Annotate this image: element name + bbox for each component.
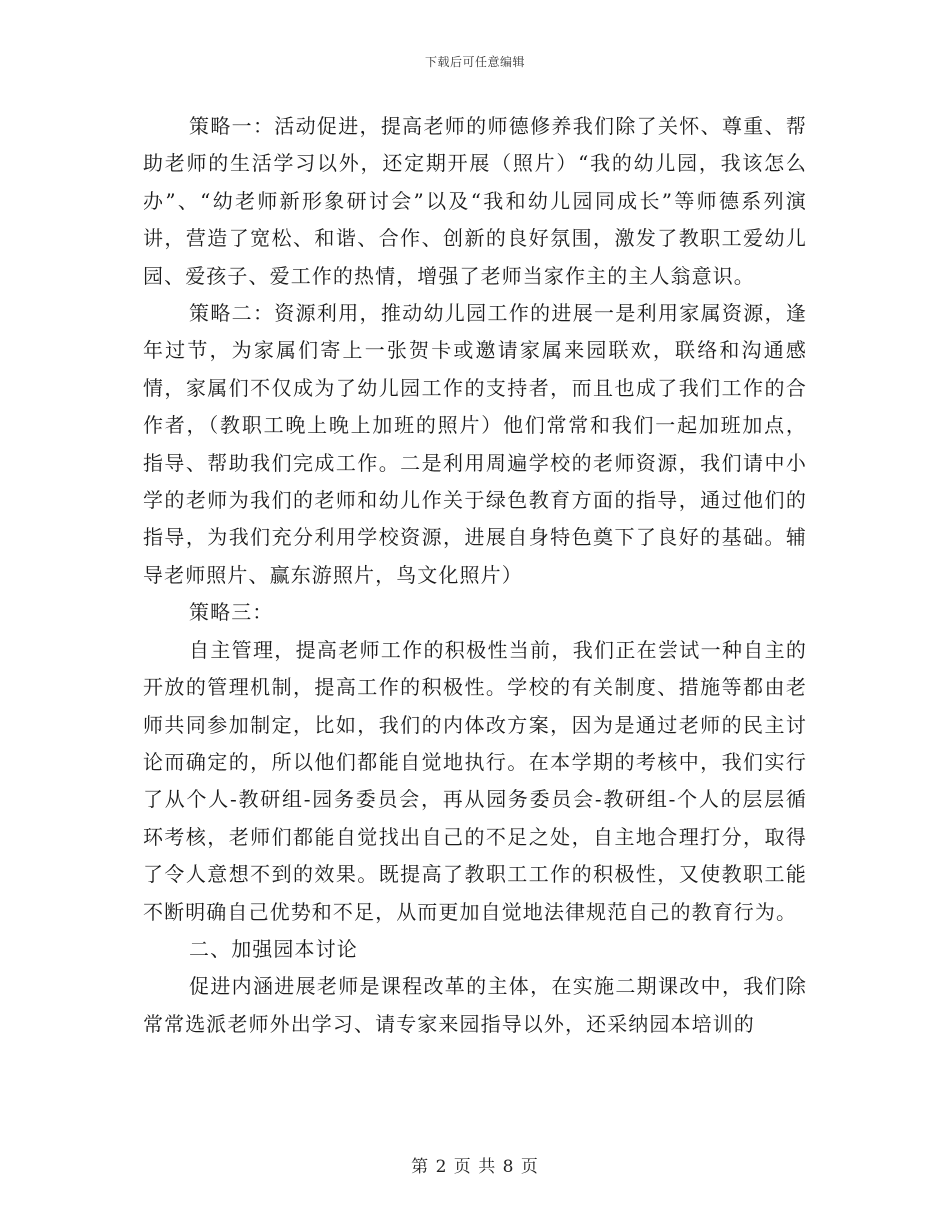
page-number-footer: 第 2 页 共 8 页: [411, 1157, 539, 1177]
paragraph-self-management: 自主管理，提高老师工作的积极性当前，我们正在尝试一种自主的开放的管理机制，提高工作的积极性。学校的有关制度、措施等都由老师共同参加制定，比如，我们的内体改方案，因为是通过老师的民主讨论而确定的，所以他们都能自觉地执行。在本学期的考核中，我们实行了从个人-教研组-园务委员会，再从园务委员会-教研组-个人的层层循环考核，老师们都能自觉找出自己的不足之处，自主地合理打分，取得了令人意想不到的效果。既提高了教职工工作的积极性，又使教职工能不断明确自己优势和不足，从而更加自觉地法律规范自己的教育行为。: [143, 637, 807, 924]
paragraph-strategy-three-heading: 策略三：: [189, 600, 274, 625]
page-header-note: 下载后可任意编辑: [424, 55, 525, 69]
document-body: [143, 108, 807, 1043]
paragraph-strategy-two: 策略二：资源利用，推动幼儿园工作的进展一是利用家属资源，逢年过节，为家属们寄上一张贺卡或邀请家属来园联欢，联络和沟通感情，家属们不仅成为了幼儿园工作的支持者，而且也成了我们工作的合作者，（教职工晚上晚上加班的照片）他们常常和我们一起加班加点，指导、帮助我们完成工作。二是利用周遍学校的老师资源，我们请中小学的老师为我们的老师和幼儿作关于绿色教育方面的指导，通过他们的指导，为我们充分利用学校资源，进展自身特色奠下了良好的基础。辅导老师照片、赢东游照片，鸟文化照片）: [143, 301, 807, 587]
paragraph-strategy-one: 策略一：活动促进，提高老师的师德修养我们除了关怀、尊重、帮助老师的生活学习以外，还定期开展（照片）“我的幼儿园，我该怎么办”、“幼老师新形象研讨会”以及“我和幼儿园同成长”等师德系列演讲，营造了宽松、和谐、合作、创新的良好氛围，激发了教职工爱幼儿园、爱孩子、爱工作的热情，增强了老师当家作主的主人翁意识。: [143, 114, 807, 288]
paragraph-connotation-development: 促进内涵进展老师是课程改革的主体，在实施二期课改中，我们除常常选派老师外出学习、请专家来园指导以外，还采纳园本培训的: [143, 974, 807, 1036]
section-heading-two: 二、加强园本讨论: [189, 936, 358, 961]
